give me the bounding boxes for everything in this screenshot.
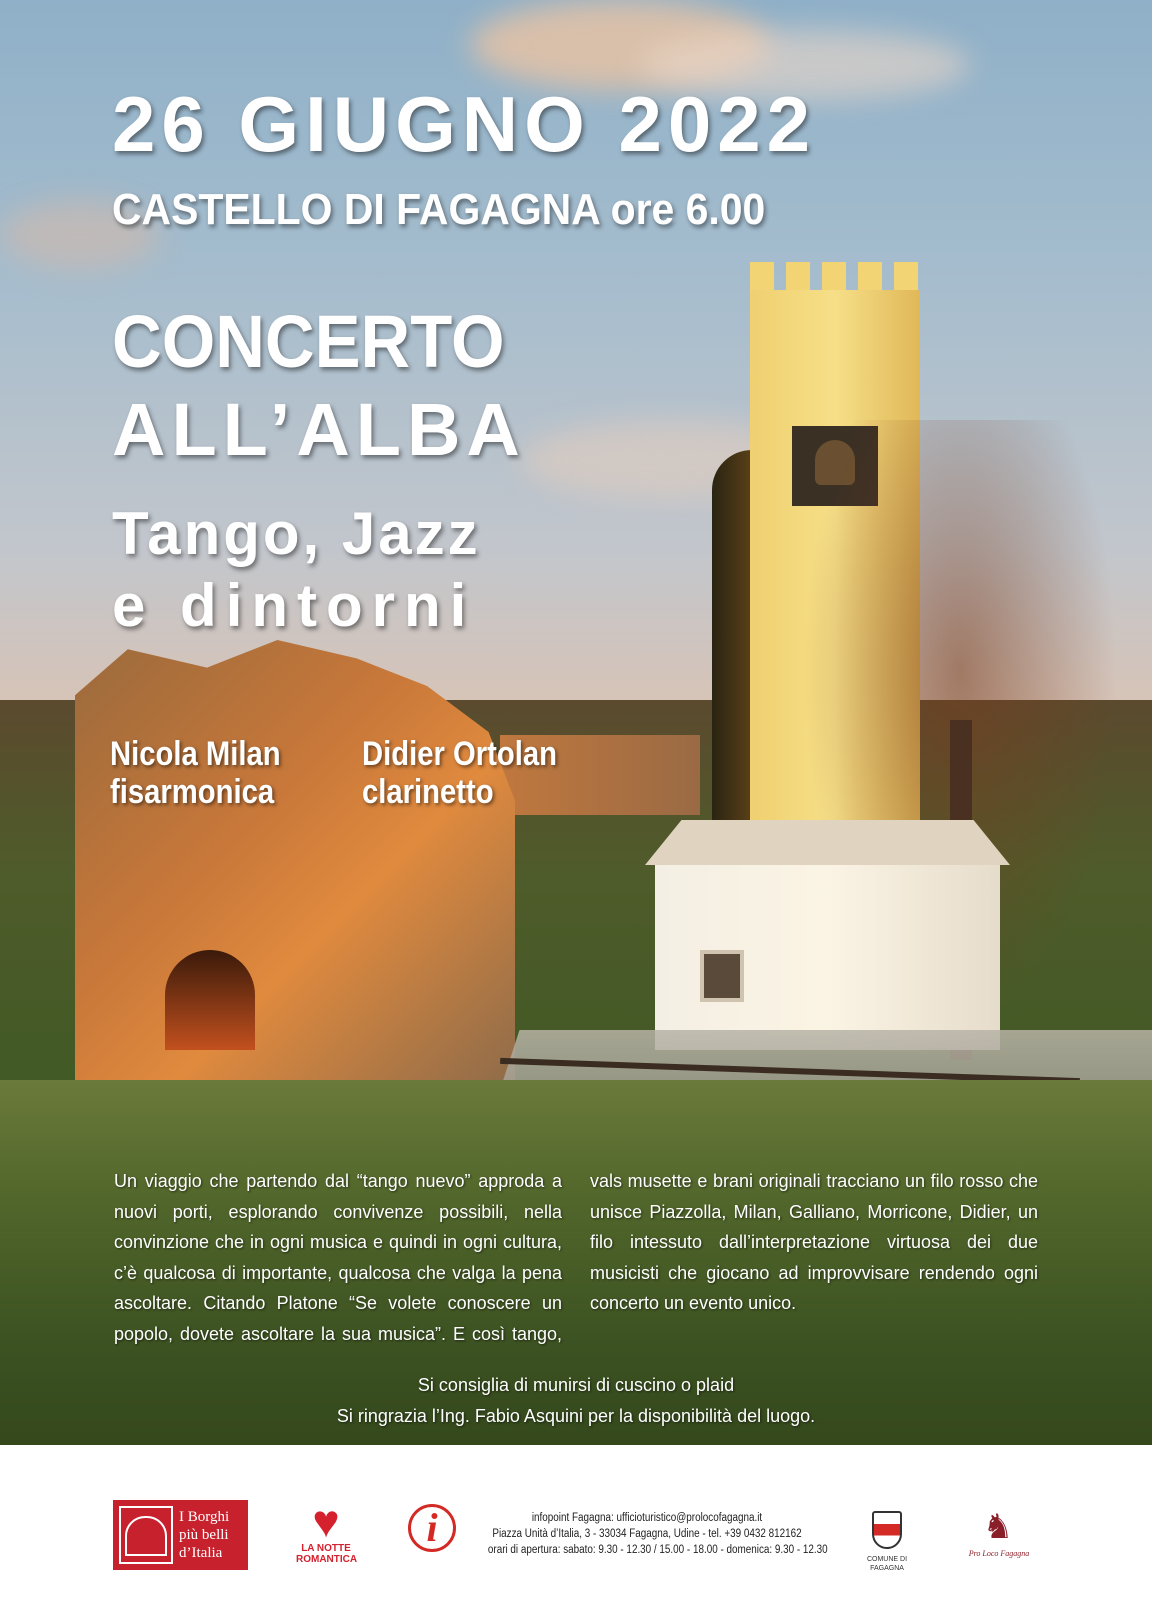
coat-of-arms-icon [872,1511,902,1549]
pro-loco-fagagna-logo [958,1503,1040,1571]
borghi-line-1: I Borghi [179,1509,230,1525]
chapel-window [700,950,744,1002]
borghi-logo-text [179,1508,229,1562]
notte-line-2: ROMANTICA [296,1554,358,1565]
sponsor-footer [0,1445,1152,1612]
donkey-icon: ♞ [982,1508,1014,1546]
notte-line-1: LA NOTTE [301,1543,351,1554]
notte-romantica-text [296,1543,356,1565]
event-date: 26 GIUGNO 2022 [112,80,816,168]
performer-name: Didier Ortolan [362,735,557,773]
infopoint-email: infopoint Fagagna: ufficioturistico@prolocofagagna.it [531,1512,763,1524]
proloco-label: Pro Loco Fagagna [968,1549,1030,1558]
comune-label: COMUNE DI FAGAGNA [866,1556,908,1572]
chapel-roof [645,820,1010,865]
infopoint-logo [404,1500,460,1562]
borghi-line-3: d’Italia [179,1545,223,1561]
acknowledgement-note: Si ringrazia l’Ing. Fabio Asquini per la disponibilità del luogo. [336,1406,816,1426]
tower-battlements [750,262,920,290]
performer-instrument: clarinetto [362,773,494,811]
event-venue-time: CASTELLO DI FAGAGNA ore 6.00 [112,185,766,234]
notte-romantica-logo [296,1497,356,1573]
tower-gate-icon [119,1506,173,1564]
infopoint-hours: orari di apertura: sabato: 9.30 - 12.30 / 15.00 - 18.00 - domenica: 9.30 - 12.30 [487,1544,828,1556]
cushion-advice-note: Si consiglia di munirsi di cuscino o plaid [417,1375,735,1395]
borghi-line-2: più belli [179,1527,229,1543]
concert-title-line-2: ALL’ALBA [112,388,526,471]
borghi-piu-belli-logo [113,1500,248,1570]
chapel [655,860,1000,1050]
heart-icon: ♥ [312,1495,340,1547]
performer-didier-ortolan [362,735,557,811]
castle-ruin [75,640,515,1100]
event-description: Un viaggio che partendo dal “tango nuevo” approda a nuovi porti, esplorando convivenze possibili, nella convinzione che in ogni musica e quindi in ogni cultura, c’è qualcosa di importante, qualcosa che valga la pena ascoltare. Citando Platone “Se volete conoscere un popolo, dovete ascoltare la sua musica”. E così tango, vals musette e brani originali tracciano un filo rosso che unisce Piazzolla, Milan, Galliano, Morricone, Didier, un filo intessuto dall’interpretazione virtuosa dei due musicisti che giocano ad improvvisare rendendo ogni concerto un evento unico. [114,1171,1038,1344]
infopoint-address: Piazza Unità d’Italia, 3 - 33034 Fagagna, Udine - tel. +39 0432 812162 [492,1528,802,1540]
performer-nicola-milan [110,735,281,811]
concert-subtitle-line-2: e dintorni [112,572,476,639]
concert-title-line-1: CONCERTO [112,300,505,383]
concert-subtitle-line-1: Tango, Jazz [112,500,481,567]
info-i-icon: i [426,1505,438,1550]
performer-name: Nicola Milan [110,735,281,773]
infopoint-contact [487,1510,828,1558]
comune-di-fagagna-logo [852,1505,922,1573]
performer-instrument: fisarmonica [110,773,275,811]
ruin-arch [165,950,255,1050]
